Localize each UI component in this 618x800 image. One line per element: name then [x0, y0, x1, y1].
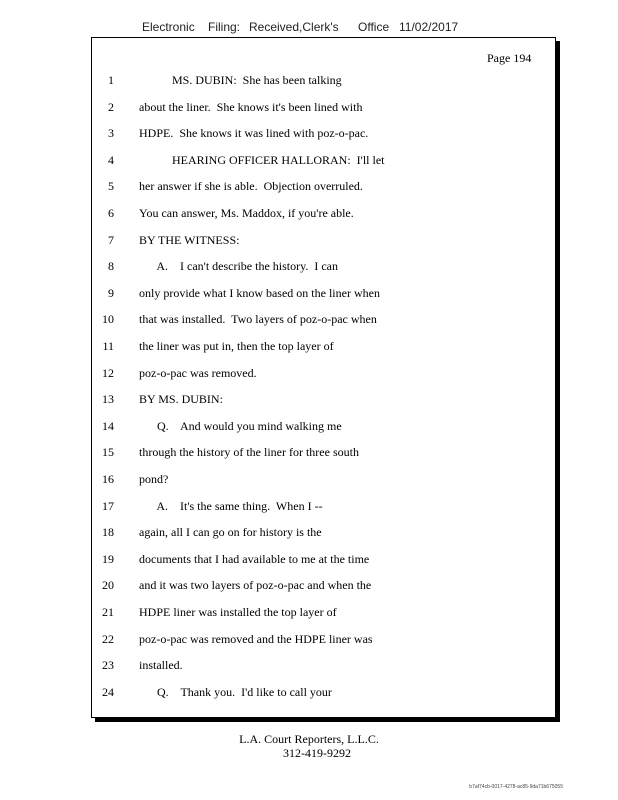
line-number: 7 [108, 232, 114, 247]
line-number: 14 [102, 418, 114, 433]
line-text: poz-o-pac was removed. [139, 365, 257, 380]
line-text: only provide what I know based on the liner when [139, 285, 380, 300]
line-text: poz-o-pac was removed and the HDPE liner was [139, 631, 373, 646]
line-number: 16 [102, 472, 114, 486]
stamp-word-office: Office [358, 20, 390, 34]
line-number: 11 [102, 339, 114, 353]
transcript-line [91, 100, 531, 116]
line-number: 20 [102, 578, 114, 593]
transcript-line [91, 499, 531, 515]
line-text: HEARING OFFICER HALLORAN: I'll let [139, 152, 385, 167]
line-number: 22 [102, 631, 114, 646]
transcript-line [91, 632, 531, 648]
transcript-line [91, 445, 531, 461]
transcript-line [91, 419, 531, 435]
transcript-line [91, 233, 531, 249]
transcript-line [91, 578, 531, 594]
line-text: HDPE. She knows it was lined with poz-o-pac. [139, 126, 369, 141]
line-number: 15 [102, 445, 114, 460]
line-number: 19 [102, 551, 114, 566]
transcript-line [91, 206, 531, 222]
line-text: and it was two layers of poz-o-pac and when the [139, 578, 372, 593]
stamp-word-received: Received,Clerk's [249, 20, 339, 34]
line-number: 21 [102, 605, 114, 619]
transcript-line [91, 259, 531, 275]
line-text: that was installed. Two layers of poz-o-pac when [139, 312, 377, 327]
line-text: the liner was put in, then the top layer of [139, 339, 334, 353]
line-text: BY THE WITNESS: [139, 232, 240, 247]
line-number: 3 [108, 126, 114, 141]
line-text: about the liner. She knows it's been lined with [139, 99, 363, 114]
line-text: You can answer, Ms. Maddox, if you're able. [139, 206, 354, 220]
line-text: her answer if she is able. Objection overruled. [139, 179, 363, 194]
line-text: BY MS. DUBIN: [139, 392, 223, 407]
document-hash: b7af74cb-0017-4278-ac85-9da71b675055 [469, 784, 563, 790]
stamp-word-electronic: Electronic [142, 20, 195, 34]
line-text: documents that I had available to me at the time [139, 551, 370, 566]
reporter-company: L.A. Court Reporters, L.L.C. [239, 732, 379, 746]
line-number: 8 [108, 259, 114, 274]
stamp-word-filing: Filing: [208, 20, 241, 34]
transcript-line [91, 472, 531, 488]
transcript-line [91, 153, 531, 169]
transcript-line [91, 366, 531, 382]
line-number: 23 [102, 658, 114, 673]
line-number: 4 [108, 152, 114, 167]
line-number: 9 [108, 285, 114, 300]
reporter-phone: 312-419-9292 [283, 746, 351, 760]
line-text: again, all I can go on for history is the [139, 525, 322, 540]
transcript-line [91, 658, 531, 674]
line-text: installed. [139, 658, 183, 673]
line-number: 5 [108, 179, 114, 194]
line-text: A. It's the same thing. When I -- [139, 498, 323, 513]
line-number: 24 [102, 684, 114, 699]
transcript-line [91, 126, 531, 142]
transcript-line [91, 525, 531, 541]
electronic-filing-stamp [0, 20, 618, 36]
transcript-line [91, 552, 531, 568]
line-number: 2 [108, 99, 114, 114]
transcript-line [91, 179, 531, 195]
transcript-line [91, 286, 531, 302]
transcript-line [91, 312, 531, 328]
transcript-line [91, 73, 531, 89]
line-text: A. I can't describe the history. I can [139, 259, 338, 274]
line-text: HDPE liner was installed the top layer of [139, 605, 337, 619]
line-number: 18 [102, 525, 114, 540]
page-number: Page 194 [487, 51, 532, 65]
line-text: pond? [139, 472, 169, 486]
line-number: 12 [102, 365, 114, 380]
line-number: 17 [102, 498, 114, 513]
line-text: Q. Thank you. I'd like to call your [139, 684, 332, 699]
line-number: 1 [108, 73, 114, 87]
line-text: through the history of the liner for three south [139, 445, 359, 460]
line-number: 13 [102, 392, 114, 407]
transcript-line [91, 392, 531, 408]
line-number: 10 [102, 312, 114, 327]
transcript-line [91, 685, 531, 701]
line-number: 6 [108, 206, 114, 220]
line-text: Q. And would you mind walking me [139, 418, 342, 433]
transcript-line [91, 339, 531, 355]
transcript-line [91, 605, 531, 621]
line-text: MS. DUBIN: She has been talking [139, 73, 342, 87]
stamp-date: 11/02/2017 [399, 20, 459, 34]
